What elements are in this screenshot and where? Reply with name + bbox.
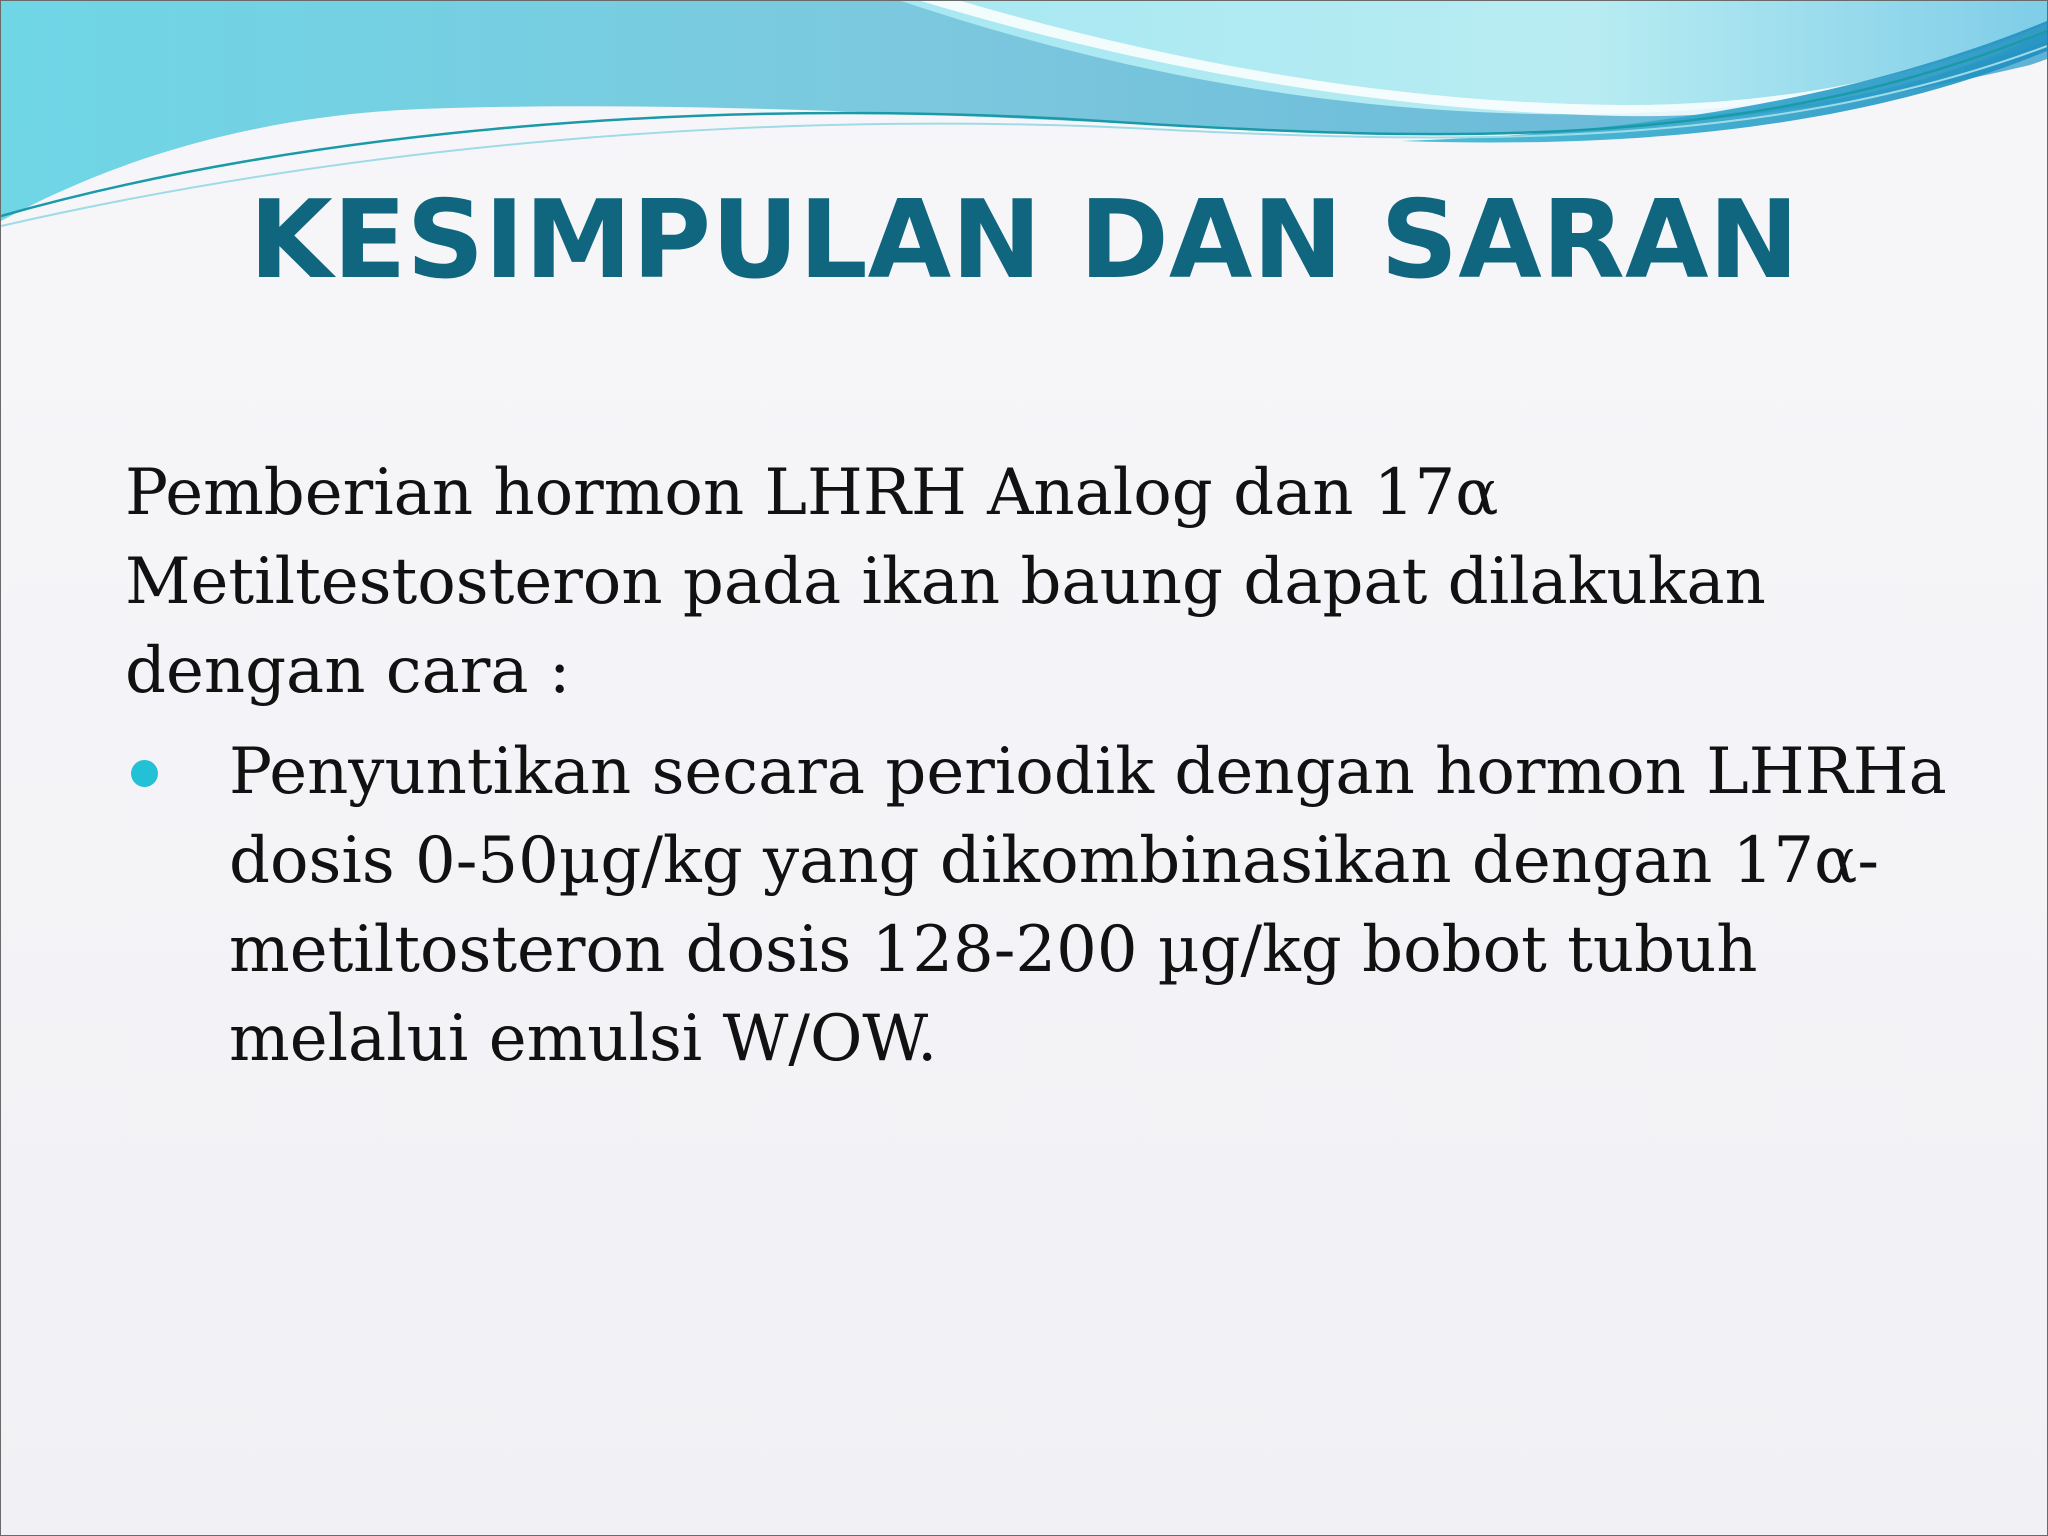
slide-body	[125, 449, 1945, 1084]
bullet-list	[125, 728, 1945, 1084]
bullet-text: Penyuntikan secara periodik dengan hormon LHRHa dosis 0-50µg/kg yang dikombinasikan dengan 17α-metiltosteron dosis 128-200 µg/kg bobot tubuh melalui emulsi W/OW.	[229, 735, 1947, 1076]
slide-title: KESIMPULAN DAN SARAN	[249, 178, 1799, 303]
bullet-item	[125, 728, 1949, 1084]
intro-paragraph: Pemberian hormon LHRH Analog dan 17α Metiltestosteron pada ikan baung dapat dilakukan dengan cara :	[125, 456, 1766, 708]
bullet-dot-icon	[131, 760, 158, 787]
